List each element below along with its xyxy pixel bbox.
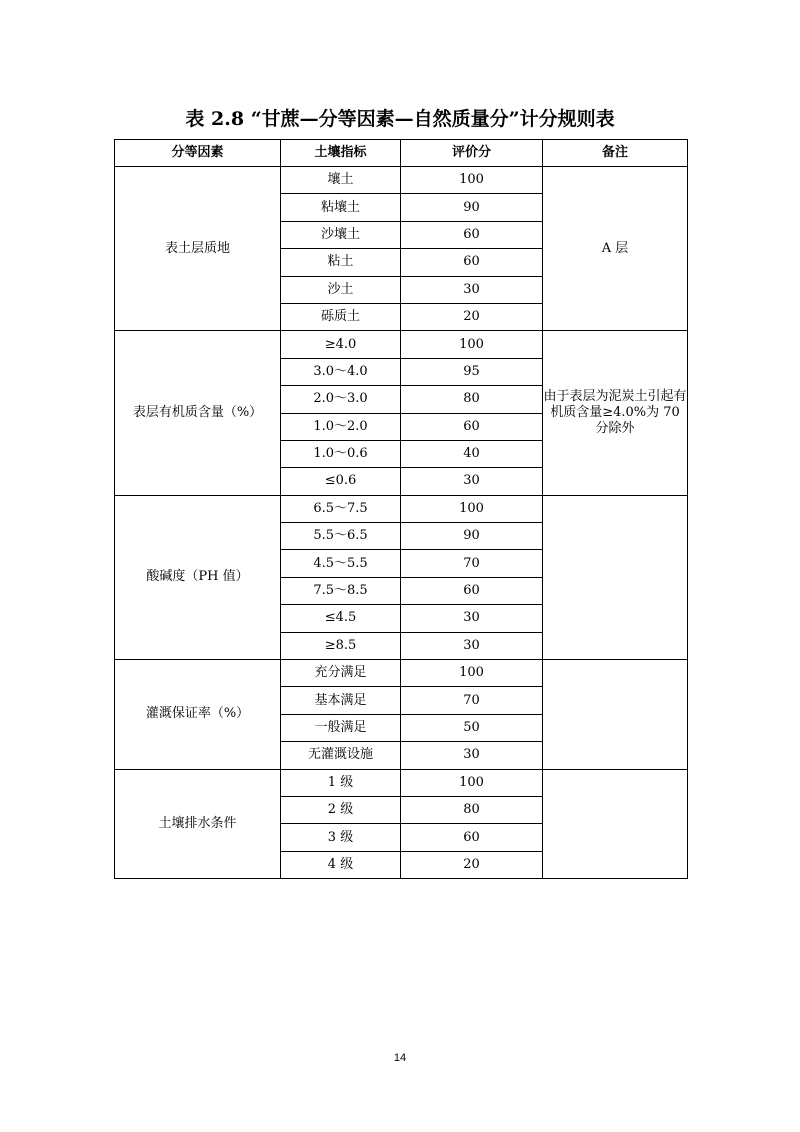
indicator-cell: 充分满足 bbox=[281, 660, 401, 687]
score-cell: 60 bbox=[401, 249, 543, 276]
indicator-cell: 粘壤土 bbox=[281, 194, 401, 221]
indicator-cell: 1.0～2.0 bbox=[281, 413, 401, 440]
score-cell: 80 bbox=[401, 796, 543, 823]
score-cell: 100 bbox=[401, 495, 543, 522]
indicator-cell: ≥4.0 bbox=[281, 331, 401, 358]
score-cell: 40 bbox=[401, 440, 543, 467]
score-cell: 100 bbox=[401, 167, 543, 194]
indicator-cell: 4 级 bbox=[281, 851, 401, 878]
note-cell bbox=[543, 660, 688, 770]
header-note: 备注 bbox=[543, 140, 688, 167]
factor-cell: 表土层质地 bbox=[115, 167, 281, 331]
score-cell: 30 bbox=[401, 632, 543, 659]
score-cell: 60 bbox=[401, 577, 543, 604]
score-cell: 80 bbox=[401, 386, 543, 413]
factor-cell: 表层有机质含量（%） bbox=[115, 331, 281, 495]
indicator-cell: ≥8.5 bbox=[281, 632, 401, 659]
indicator-cell: 6.5～7.5 bbox=[281, 495, 401, 522]
indicator-cell: 2.0～3.0 bbox=[281, 386, 401, 413]
indicator-cell: 砾质土 bbox=[281, 303, 401, 330]
indicator-cell: 1 级 bbox=[281, 769, 401, 796]
score-cell: 70 bbox=[401, 550, 543, 577]
score-cell: 20 bbox=[401, 303, 543, 330]
indicator-cell: 5.5～6.5 bbox=[281, 523, 401, 550]
score-cell: 90 bbox=[401, 194, 543, 221]
table-header-row bbox=[115, 140, 688, 167]
score-cell: 90 bbox=[401, 523, 543, 550]
page-number: 14 bbox=[393, 1052, 407, 1064]
table-row bbox=[115, 167, 688, 194]
note-cell bbox=[543, 769, 688, 879]
score-cell: 60 bbox=[401, 824, 543, 851]
indicator-cell: 3.0～4.0 bbox=[281, 358, 401, 385]
score-cell: 30 bbox=[401, 276, 543, 303]
indicator-cell: 1.0～0.6 bbox=[281, 440, 401, 467]
score-cell: 50 bbox=[401, 714, 543, 741]
indicator-cell: 壤土 bbox=[281, 167, 401, 194]
note-cell bbox=[543, 495, 688, 659]
indicator-cell: 沙壤土 bbox=[281, 221, 401, 248]
indicator-cell: 基本满足 bbox=[281, 687, 401, 714]
factor-cell: 土壤排水条件 bbox=[115, 769, 281, 879]
header-score: 评价分 bbox=[401, 140, 543, 167]
indicator-cell: 一般满足 bbox=[281, 714, 401, 741]
score-cell: 100 bbox=[401, 660, 543, 687]
header-indicator: 土壤指标 bbox=[281, 140, 401, 167]
header-factor: 分等因素 bbox=[115, 140, 281, 167]
score-cell: 70 bbox=[401, 687, 543, 714]
score-cell: 30 bbox=[401, 605, 543, 632]
scoring-rules-table bbox=[114, 139, 688, 879]
indicator-cell: 3 级 bbox=[281, 824, 401, 851]
indicator-cell: 无灌溉设施 bbox=[281, 742, 401, 769]
table-row bbox=[115, 769, 688, 796]
table-title: 表 2.8 “甘蔗—分等因素—自然质量分”计分规则表 bbox=[185, 108, 615, 130]
table-row bbox=[115, 660, 688, 687]
factor-cell: 灌溉保证率（%） bbox=[115, 660, 281, 770]
table-row bbox=[115, 331, 688, 358]
score-cell: 60 bbox=[401, 413, 543, 440]
score-cell: 30 bbox=[401, 742, 543, 769]
score-cell: 20 bbox=[401, 851, 543, 878]
indicator-cell: 7.5～8.5 bbox=[281, 577, 401, 604]
indicator-cell: 2 级 bbox=[281, 796, 401, 823]
note-cell: 由于表层为泥炭土引起有机质含量≥4.0%为 70 分除外 bbox=[543, 331, 688, 495]
table-body bbox=[115, 167, 688, 879]
score-cell: 30 bbox=[401, 468, 543, 495]
table-row bbox=[115, 495, 688, 522]
score-cell: 100 bbox=[401, 331, 543, 358]
note-cell: A 层 bbox=[543, 167, 688, 331]
factor-cell: 酸碱度（PH 值） bbox=[115, 495, 281, 659]
score-cell: 100 bbox=[401, 769, 543, 796]
indicator-cell: 沙土 bbox=[281, 276, 401, 303]
indicator-cell: 4.5～5.5 bbox=[281, 550, 401, 577]
score-cell: 60 bbox=[401, 221, 543, 248]
indicator-cell: 粘土 bbox=[281, 249, 401, 276]
indicator-cell: ≤4.5 bbox=[281, 605, 401, 632]
score-cell: 95 bbox=[401, 358, 543, 385]
indicator-cell: ≤0.6 bbox=[281, 468, 401, 495]
